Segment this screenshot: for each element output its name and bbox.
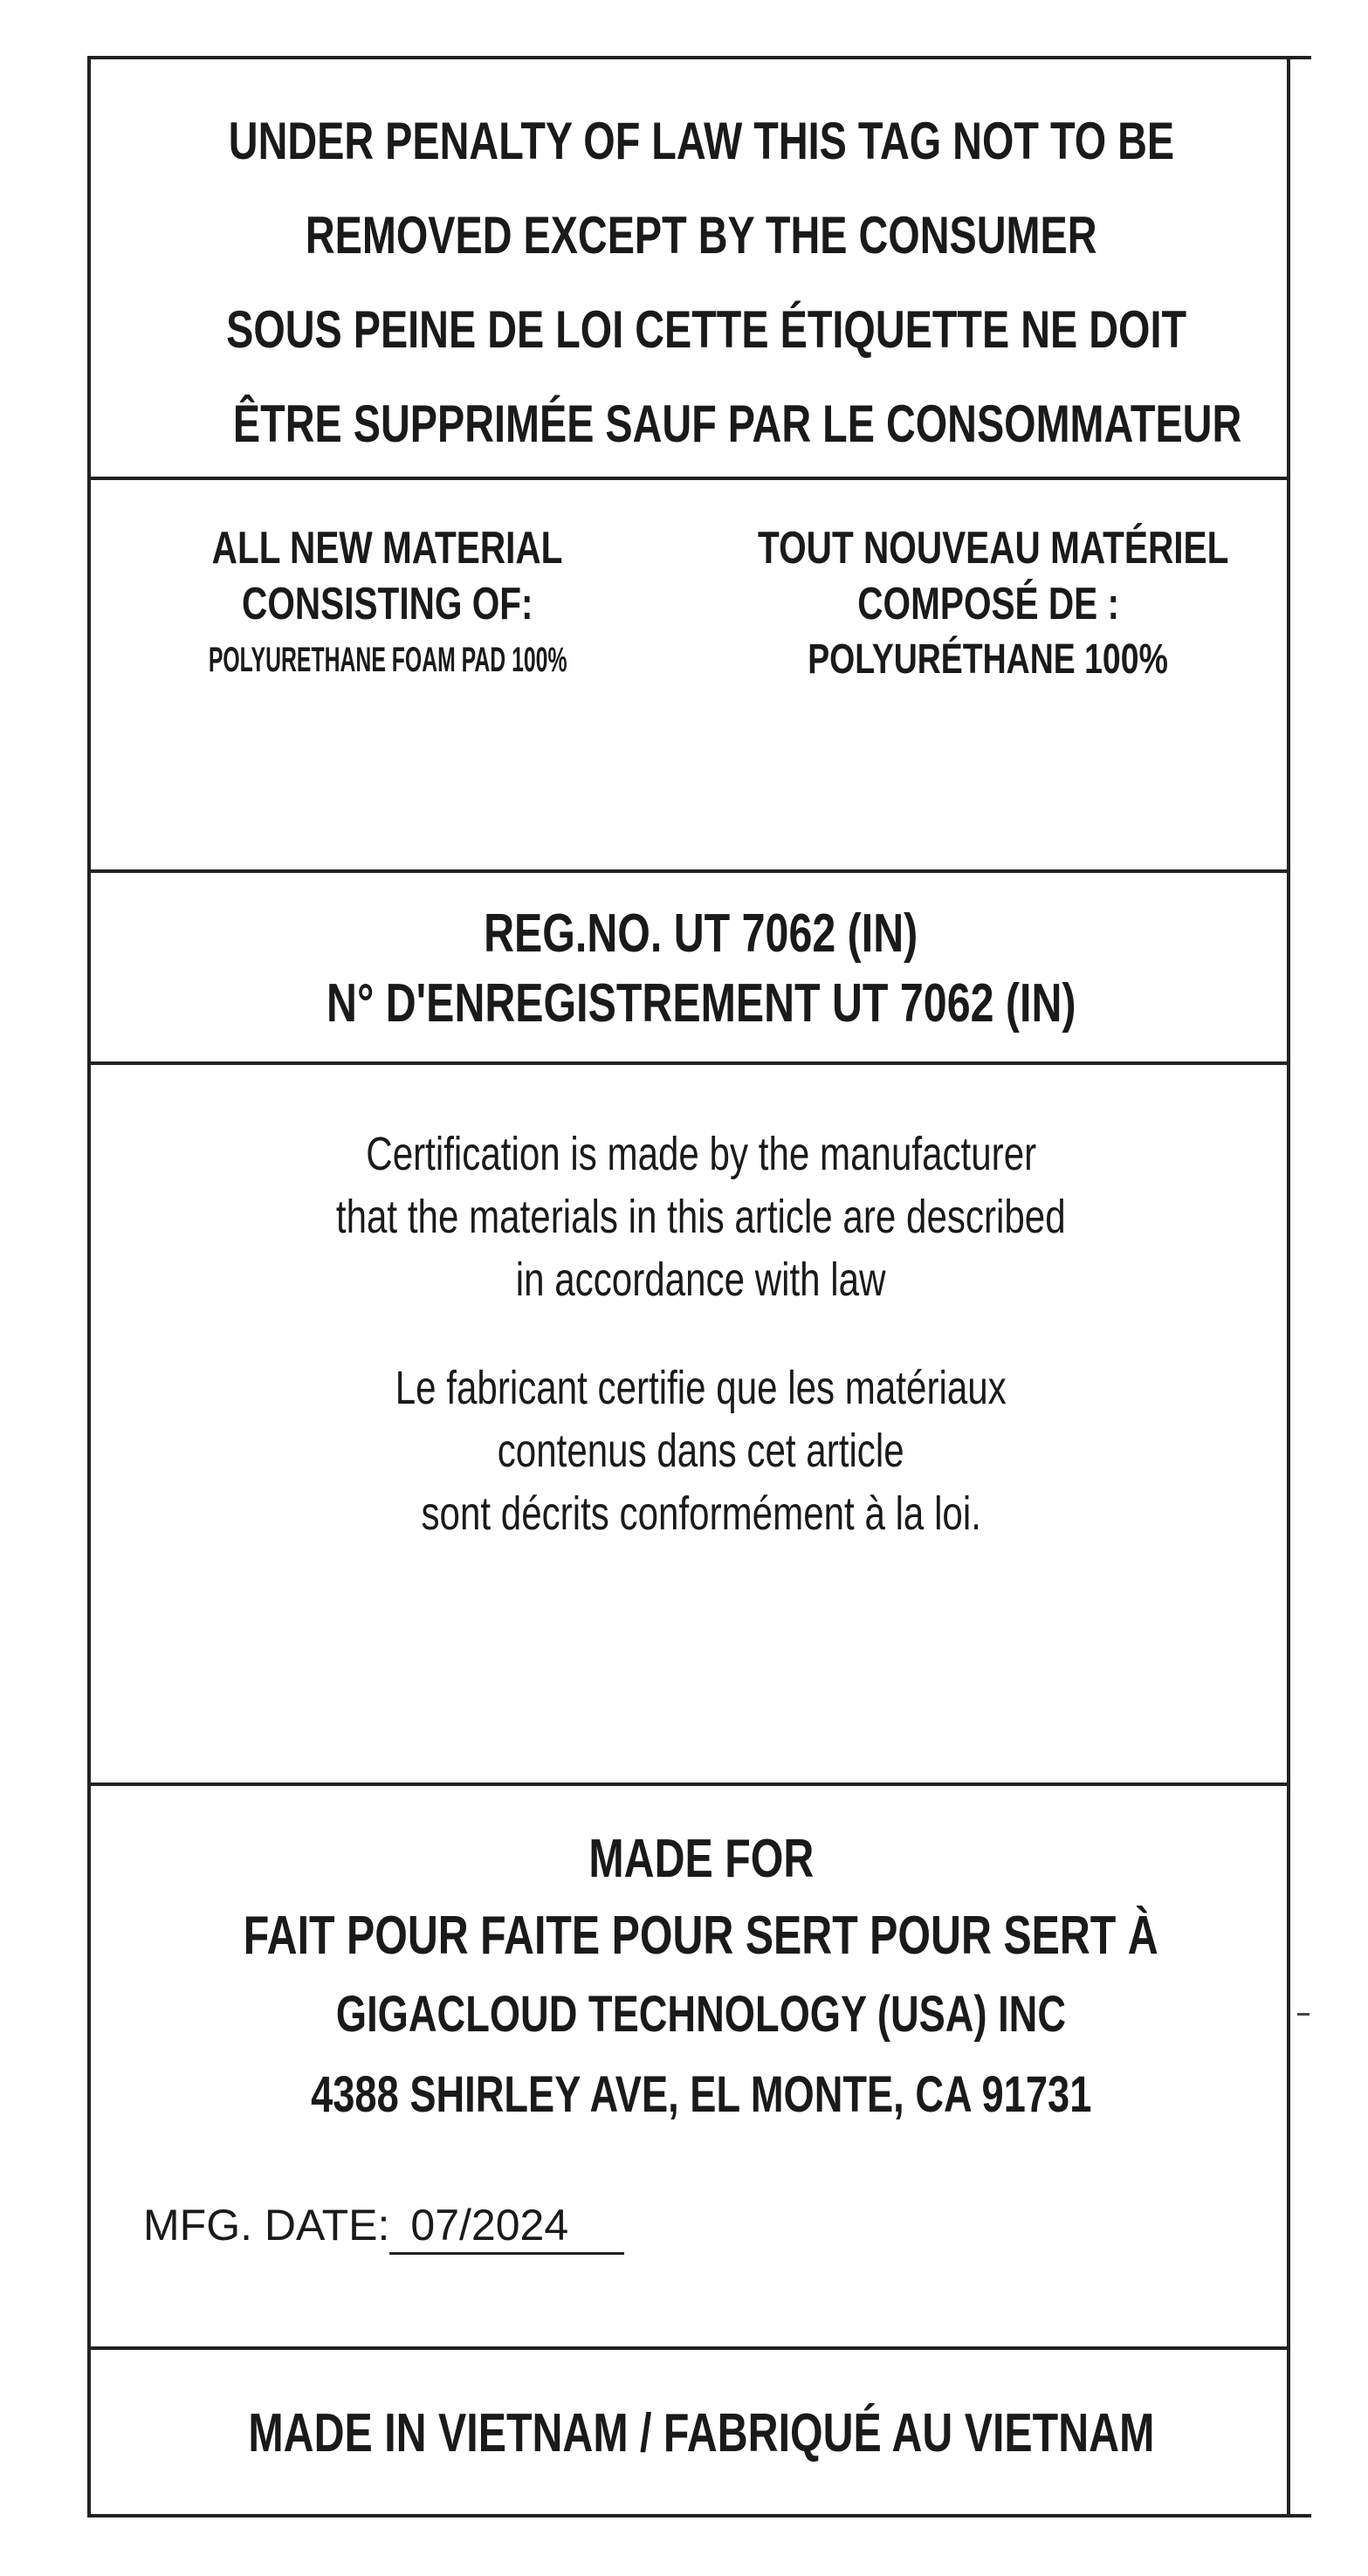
certification-section — [91, 1065, 1311, 1783]
materials-section — [91, 480, 1311, 869]
law-tag — [87, 56, 1311, 2518]
mfg-date-label: MFG. DATE: — [143, 2201, 390, 2250]
company-name: GIGACLOUD TECHNOLOGY (USA) INC — [335, 1986, 1067, 2043]
certification-line-fr: sont décrits conformément à la loi. — [421, 1487, 981, 1540]
made-for-section — [91, 1786, 1311, 2346]
materials-heading: TOUT NOUVEAU MATÉRIEL — [758, 523, 1229, 574]
materials-subheading: CONSISTING OF: — [242, 579, 533, 629]
certification-line-fr: contenus dans cet article — [498, 1425, 904, 1477]
legal-notice-section — [91, 59, 1311, 477]
company-address: 4388 SHIRLEY AVE, EL MONTE, CA 91731 — [310, 2066, 1092, 2123]
mfg-date-value: 07/2024 — [389, 2200, 624, 2255]
notice-line: REMOVED EXCEPT BY THE CONSUMER — [305, 206, 1097, 264]
certification-line: that the materials in this article are described — [336, 1191, 1066, 1243]
edge-tick-mark — [1297, 2013, 1310, 2016]
materials-french — [691, 480, 1285, 688]
country-of-origin: MADE IN VIETNAM / FABRIQUÉ AU VIETNAM — [248, 2403, 1154, 2463]
registration-section — [91, 873, 1311, 1061]
notice-line: UNDER PENALTY OF LAW THIS TAG NOT TO BE — [228, 112, 1174, 170]
made-for-heading: MADE FOR — [588, 1829, 814, 1889]
certification-line: Certification is made by the manufacturer — [366, 1128, 1036, 1180]
materials-composition: POLYURETHANE FOAM PAD 100% — [208, 641, 567, 679]
registration-number: REG.NO. UT 7062 (IN) — [484, 903, 918, 964]
materials-english — [91, 480, 684, 688]
registration-number-fr: N° D'ENREGISTREMENT UT 7062 (IN) — [326, 973, 1076, 1034]
certification-line-fr: Le fabricant certifie que les matériaux — [395, 1362, 1007, 1414]
notice-line: SOUS PEINE DE LOI CETTE ÉTIQUETTE NE DOIT — [226, 300, 1187, 359]
tag-border-right — [1287, 56, 1290, 2518]
materials-subheading: COMPOSÉ DE : — [857, 579, 1119, 629]
materials-heading: ALL NEW MATERIAL — [212, 523, 563, 574]
certification-line: in accordance with law — [516, 1254, 886, 1306]
made-for-heading-fr: FAIT POUR FAITE POUR SERT POUR SERT À — [244, 1906, 1158, 1966]
notice-line: ÊTRE SUPPRIMÉE SAUF PAR LE CONSOMMATEUR — [232, 395, 1242, 453]
mfg-date — [143, 2200, 624, 2255]
origin-section — [91, 2350, 1311, 2518]
materials-composition: POLYURÉTHANE 100% — [808, 636, 1169, 683]
